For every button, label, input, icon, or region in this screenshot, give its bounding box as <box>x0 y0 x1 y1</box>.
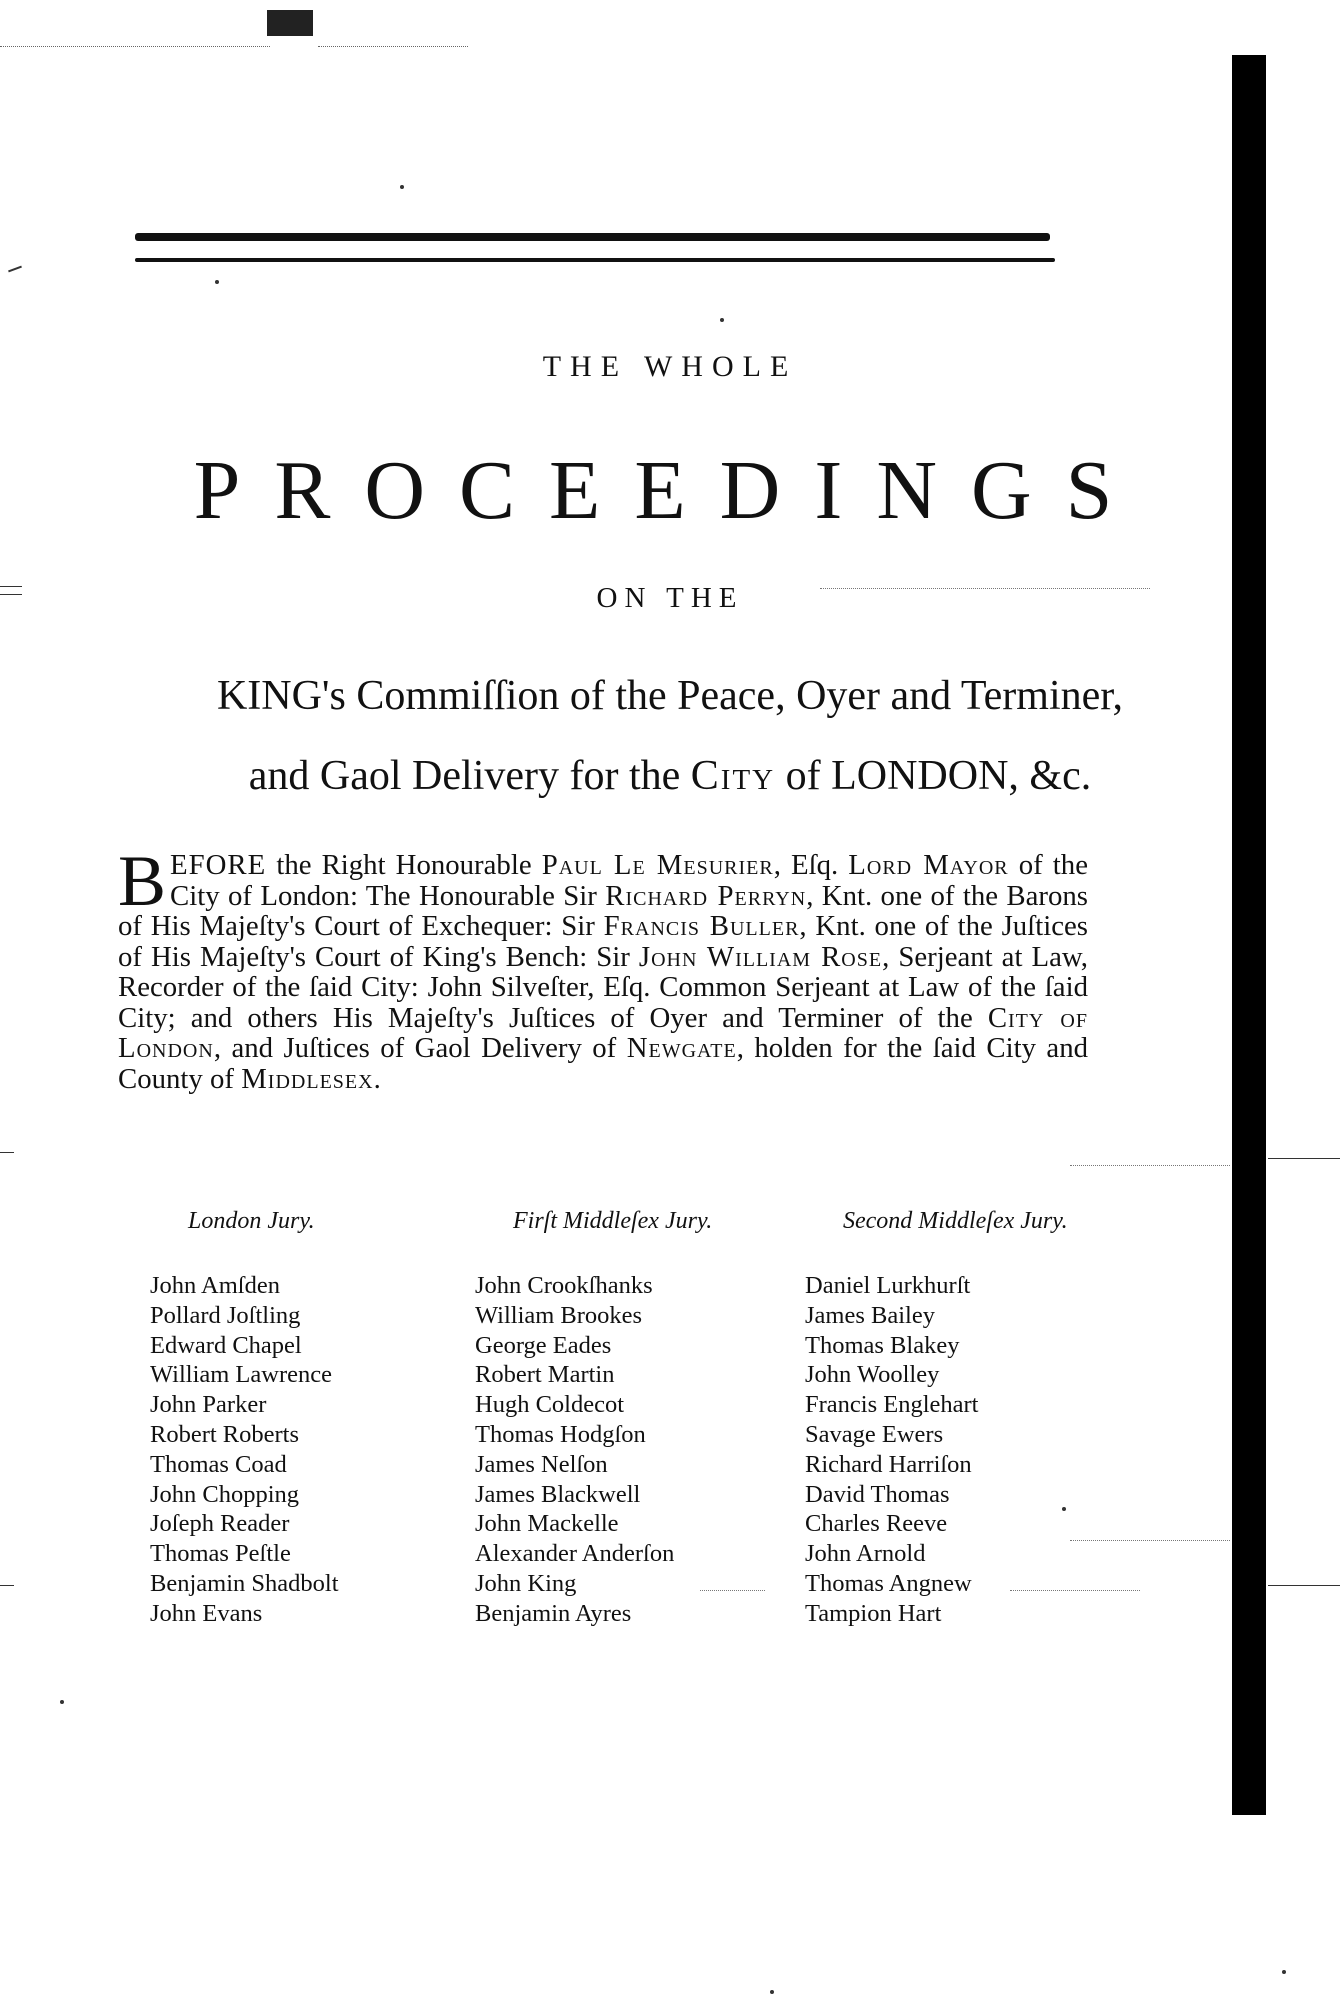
juror-name: David Thomas <box>805 1480 950 1508</box>
juror-name: Pollard Joſtling <box>150 1301 301 1329</box>
scan-speck <box>400 185 404 189</box>
small-caps-name: Richard Perryn <box>605 879 807 912</box>
scan-speck <box>720 318 724 322</box>
preamble-text: , Eſq. <box>773 849 849 881</box>
scan-dotted-edge <box>318 46 468 47</box>
small-caps-name: Francis Buller <box>603 910 800 942</box>
scan-stamp-mark <box>267 10 313 36</box>
juror-name: John Crookſhanks <box>475 1272 653 1299</box>
title-proceedings: PROCEEDINGS <box>193 444 1147 537</box>
jury-column-second-middlesex <box>805 1208 1068 1629</box>
small-caps-name: Middlesex <box>241 1062 374 1095</box>
scan-mark <box>0 1152 14 1153</box>
preamble-paragraph <box>118 841 1088 1095</box>
preamble-text: , Knt. one of the Juſtices of His Majeſty's Court of King's Bench: Sir <box>118 910 1088 973</box>
scan-mark <box>0 1585 14 1586</box>
juror-name: Charles Reeve <box>805 1510 948 1538</box>
preamble-text: of the City of London: The Honourable Sir <box>170 849 1088 912</box>
juror-name: John Chopping <box>150 1480 300 1508</box>
preamble-text: the Right Honourable <box>266 849 542 881</box>
preamble-text: , holden for the ſaid City and County of <box>118 1032 1088 1095</box>
juror-name: William Brookes <box>475 1301 643 1329</box>
juror-name: Savage Ewers <box>805 1420 944 1448</box>
juror-name: John Parker <box>150 1391 267 1419</box>
commission-text: and Gaol Delivery for the <box>248 753 691 799</box>
juror-name: John King <box>475 1569 577 1597</box>
header-rule-thick <box>135 233 1050 241</box>
preamble-text: . <box>373 1062 381 1095</box>
jury-column-london <box>150 1208 339 1629</box>
juror-name: Francis Englehart <box>805 1391 979 1419</box>
juror-name: Benjamin Ayres <box>475 1599 632 1627</box>
jury-member-list <box>475 1271 712 1629</box>
juror-name: John Arnold <box>805 1540 926 1568</box>
juror-name: Robert Roberts <box>150 1420 300 1448</box>
preamble-text: , Serjeant at Law, Recorder of the ſaid City: John Silveſter, Eſq. Common Serjeant at Law of the ſaid City; and others His Majeſty's Juſtices of Oyer and Terminer of the <box>118 940 1088 1034</box>
small-caps-name: John William Rose <box>638 940 883 973</box>
small-caps-name: Paul Le Mesurier <box>541 849 774 881</box>
juror-name: Thomas Hodgſon <box>475 1420 646 1448</box>
drop-cap: B <box>118 841 167 921</box>
juror-name: James Nelſon <box>475 1450 608 1478</box>
scan-mark <box>1268 1585 1340 1586</box>
juror-name: Daniel Lurkhurſt <box>805 1272 971 1299</box>
scan-speck <box>770 1990 774 1994</box>
juror-name: John Woolley <box>805 1361 940 1389</box>
commission-city: City <box>690 753 776 799</box>
jury-title: Second Middleſex Jury. <box>843 1208 1068 1234</box>
small-caps-name: Lord Mayor <box>848 849 1009 881</box>
jury-title: Firſt Middleſex Jury. <box>513 1208 713 1234</box>
commission-text: of LONDON, &c. <box>775 753 1092 799</box>
juror-name: Thomas Peſtle <box>150 1540 291 1568</box>
juror-name: Thomas Blakey <box>805 1331 960 1359</box>
juror-name: Alexander Anderſon <box>475 1540 675 1568</box>
juror-name: Benjamin Shadbolt <box>150 1569 339 1597</box>
scan-mark <box>8 266 22 273</box>
preamble-text: EFORE <box>170 849 267 881</box>
juror-name: Tampion Hart <box>805 1599 942 1627</box>
juror-name: John Amſden <box>150 1272 280 1299</box>
page-binding-edge <box>1232 55 1266 1815</box>
small-caps-name: Newgate <box>626 1032 737 1064</box>
juror-name: Hugh Coldecot <box>475 1391 625 1419</box>
juror-name: Robert Martin <box>475 1361 615 1389</box>
juror-name: Richard Harriſon <box>805 1450 972 1478</box>
scan-speck <box>60 1700 64 1704</box>
title-the-whole: THE WHOLE <box>542 350 798 383</box>
scan-speck <box>215 280 219 284</box>
juror-name: George Eades <box>475 1331 612 1359</box>
juror-name: William Lawrence <box>150 1361 332 1389</box>
jury-column-first-middlesex <box>475 1208 712 1629</box>
scan-dotted-mark <box>1070 1540 1230 1541</box>
juror-name: Joſeph Reader <box>150 1510 290 1538</box>
commission-title-line-2 <box>0 752 1340 800</box>
small-caps-name: City of London <box>118 1001 1088 1064</box>
scan-mark <box>1268 1158 1340 1159</box>
commission-title-line-1: KING's Commiſſion of the Peace, Oyer and Terminer, <box>216 673 1124 719</box>
title-on-the: ON THE <box>596 582 744 614</box>
preamble-text: , and Juſtices of Gaol Delivery of <box>213 1032 627 1064</box>
juror-name: James Bailey <box>805 1301 935 1329</box>
scan-speck <box>1282 1970 1286 1974</box>
juror-name: Thomas Angnew <box>805 1569 972 1597</box>
jury-title: London Jury. <box>188 1208 315 1234</box>
juror-name: John Evans <box>150 1599 263 1627</box>
jury-member-list <box>805 1271 1068 1629</box>
juror-name: Thomas Coad <box>150 1450 287 1478</box>
juror-name: Edward Chapel <box>150 1331 302 1359</box>
juror-name: James Blackwell <box>475 1480 641 1508</box>
jury-member-list <box>150 1271 339 1629</box>
preamble-text: , Knt. one of the Barons of His Majeſty's Court of Exchequer: Sir <box>118 879 1088 942</box>
scan-dotted-edge <box>0 46 270 47</box>
scan-dotted-mark <box>1070 1165 1230 1166</box>
header-rule-thin <box>135 258 1055 262</box>
juror-name: John Mackelle <box>475 1510 619 1538</box>
